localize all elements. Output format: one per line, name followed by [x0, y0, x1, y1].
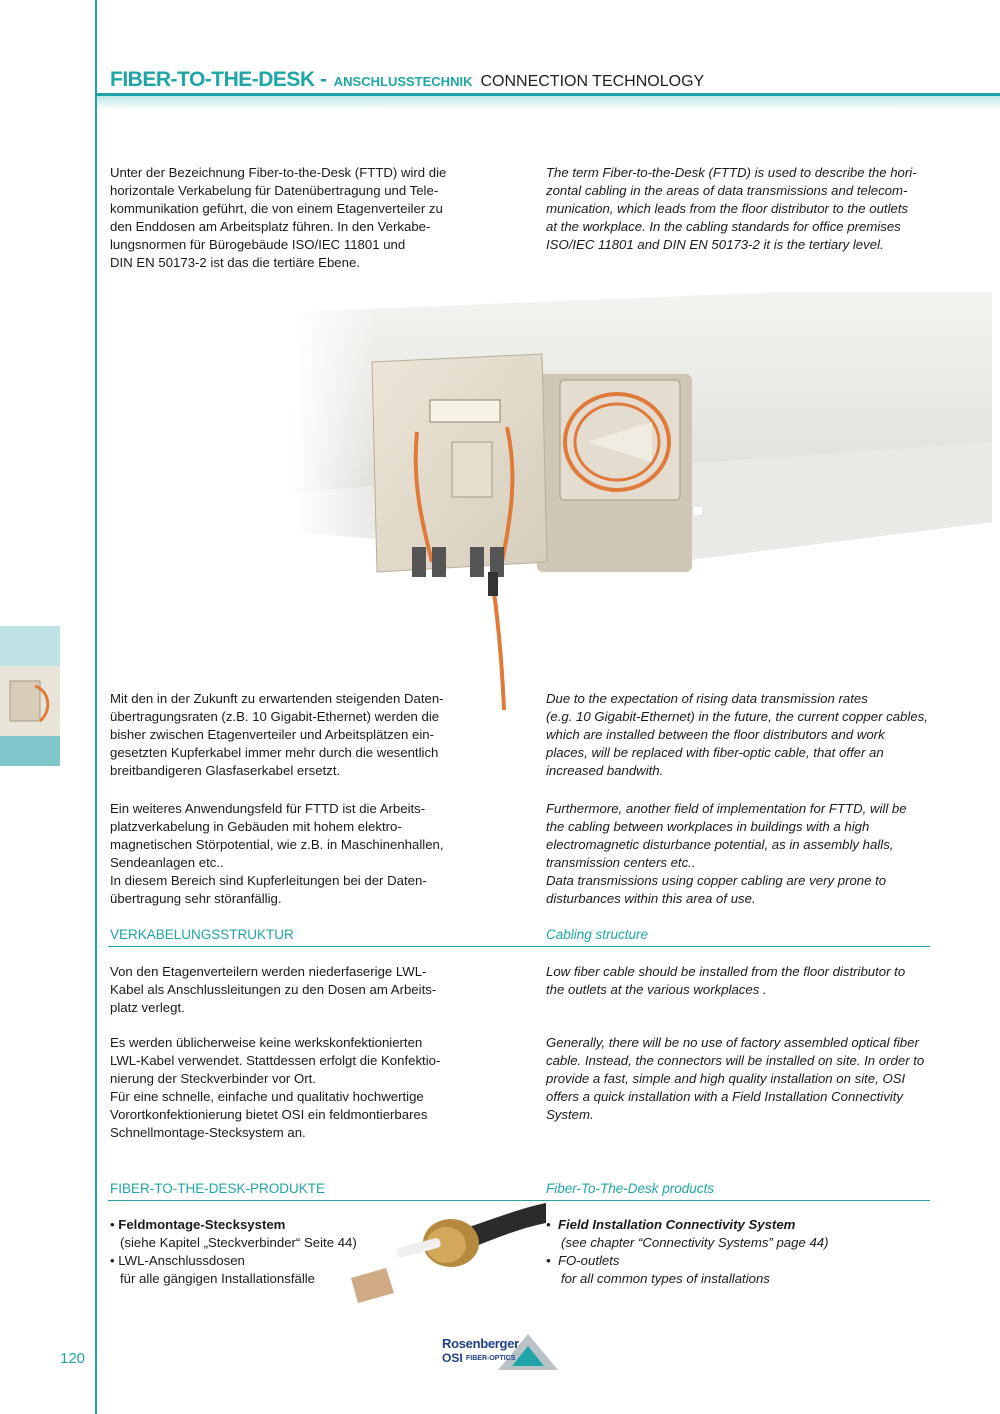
- cabling-p1-english: Low fiber cable should be installed from the floor distributor to the outlets at the various workplaces .: [546, 964, 906, 997]
- title-main: FIBER-TO-THE-DESK -: [110, 68, 332, 91]
- header-rule-shadow: [97, 96, 1000, 110]
- product-item-2-english: FO-outlets: [557, 1253, 620, 1268]
- logo-sub: FIBER-OPTICS: [466, 1355, 516, 1362]
- product-item-1-sub-german: (siehe Kapitel „Steckverbinder“ Seite 44): [120, 1235, 357, 1250]
- bullet-icon: •: [546, 1253, 551, 1268]
- bullet-icon: •: [546, 1217, 551, 1232]
- cabling-section-rule: [108, 946, 930, 947]
- cabling-p2-english: Generally, there will be no use of factory assembled optical fiber cable. Instead, the connectors will be installed on site. In order to provide a fast, simple and high quality installation on site, OSI offers a quick installation with a Field Installation Connectivity System.: [546, 1035, 925, 1122]
- title-german: ANSCHLUSSTECHNIK: [333, 74, 473, 89]
- cabling-p1-german: Von den Etagenverteilern werden niederfaserige LWL- Kabel als Anschlussleitungen zu den Dosen am Arbeits- platz verlegt.: [110, 964, 437, 1015]
- product-item-1-english: Field Installation Connectivity System: [557, 1217, 796, 1232]
- product-item-1-german: Feldmontage-Stecksystem: [118, 1217, 286, 1232]
- rosenberger-osi-logo: [440, 1332, 560, 1374]
- product-item-2-sub-german: für alle gängigen Installationsfälle: [120, 1271, 316, 1286]
- bullet-icon: •: [110, 1217, 115, 1232]
- intro-english: The term Fiber-to-the-Desk (FTTD) is used to describe the hori- zontal cabling in the areas of data transmissions and telecom- munication, which leads from the floor distributor to the outlets at the workplace. In the cabling standards for office premises ISO/IEC 11801 and DIN EN 50173-2 it is the tertiary level.: [546, 165, 917, 252]
- products-heading-german: FIBER-TO-THE-DESK-PRODUKTE: [110, 1181, 326, 1196]
- emi-german: Ein weiteres Anwendungsfeld für FTTD ist die Arbeits- platzverkabelung in Gebäuden mit hohem elektro- magnetischen Störpotential, wie z.B. in Maschinenhallen, Sendeanlagen etc.. In diesem Bereich sind Kupferleitungen bei der Daten- übertragung sehr störanfällig.: [110, 801, 444, 906]
- page-title: [110, 68, 704, 92]
- products-heading-english: Fiber-To-The-Desk products: [546, 1181, 715, 1196]
- products-list-english: [546, 1216, 829, 1288]
- fttd-outlet-photo: [292, 292, 992, 710]
- side-thumbnail-photo: [0, 626, 60, 766]
- cabling-p2-german: Es werden üblicherweise keine werkskonfektionierten LWL-Kabel verwendet. Stattdessen erfolgt die Konfektio- nierung der Steckverbinder vor Ort. Für eine schnelle, einfache und qualitativ hochwertige Vorortkonfektionierung bietet OSI ein feldmontierbares Schnellmontage-Stecksystem an.: [110, 1035, 441, 1140]
- intro-german: Unter der Bezeichnung Fiber-to-the-Desk (FTTD) wird die horizontale Verkabelung für Datenübertragung und Tele- kommunikation geführt, die von einem Etagenverteiler zu den Enddosen am Arbeitsplatz führen. In den Verkabe- lungsnormen für Bürogebäude ISO/IEC 11801 und DIN EN 50173-2 ist das die tertiäre Ebene.: [110, 165, 447, 270]
- title-english: CONNECTION TECHNOLOGY: [480, 73, 705, 90]
- cabling-heading-german: VERKABELUNGSSTRUKTUR: [110, 927, 294, 942]
- cabling-heading-english: Cabling structure: [546, 927, 649, 942]
- future-german: Mit den in der Zukunft zu erwartenden steigenden Daten- übertragungsraten (z.B. 10 Gigabit-Ethernet) werden die bisher zwischen Etagenverteiler und Arbeitsplätzen ein- gesetzten Kupferkabel immer mehr durch die wesentlich breitbandigeren Glasfaserkabel ersetzt.: [110, 691, 444, 778]
- left-accent-line: [95, 0, 97, 1414]
- page-number: 120: [60, 1350, 86, 1367]
- logo-osi: OSI: [442, 1351, 463, 1365]
- bullet-icon: •: [110, 1253, 115, 1268]
- products-list-german: [110, 1216, 357, 1288]
- logo-brand: Rosenberger: [442, 1336, 519, 1351]
- emi-english: Furthermore, another field of implementation for FTTD, will be the cabling between workplaces in buildings with a high electromagnetic disturbance potential, as in assembly halls, transmission centers etc.. Data transmissions using copper cabling are very prone to disturbances within this area of use.: [546, 801, 907, 906]
- product-item-2-german: LWL-Anschlussdosen: [118, 1253, 245, 1268]
- product-item-1-sub-english: (see chapter “Connectivity Systems” page 44): [561, 1235, 829, 1250]
- product-item-2-sub-english: for all common types of installations: [561, 1271, 770, 1286]
- field-connector-photo: [346, 1198, 546, 1308]
- future-english: Due to the expectation of rising data transmission rates (e.g. 10 Gigabit-Ethernet) in the future, the current copper cables, which are installed between the floor distributors and work places, will be replaced with fiber-optic cable, that offer an increased bandwith.: [546, 691, 928, 778]
